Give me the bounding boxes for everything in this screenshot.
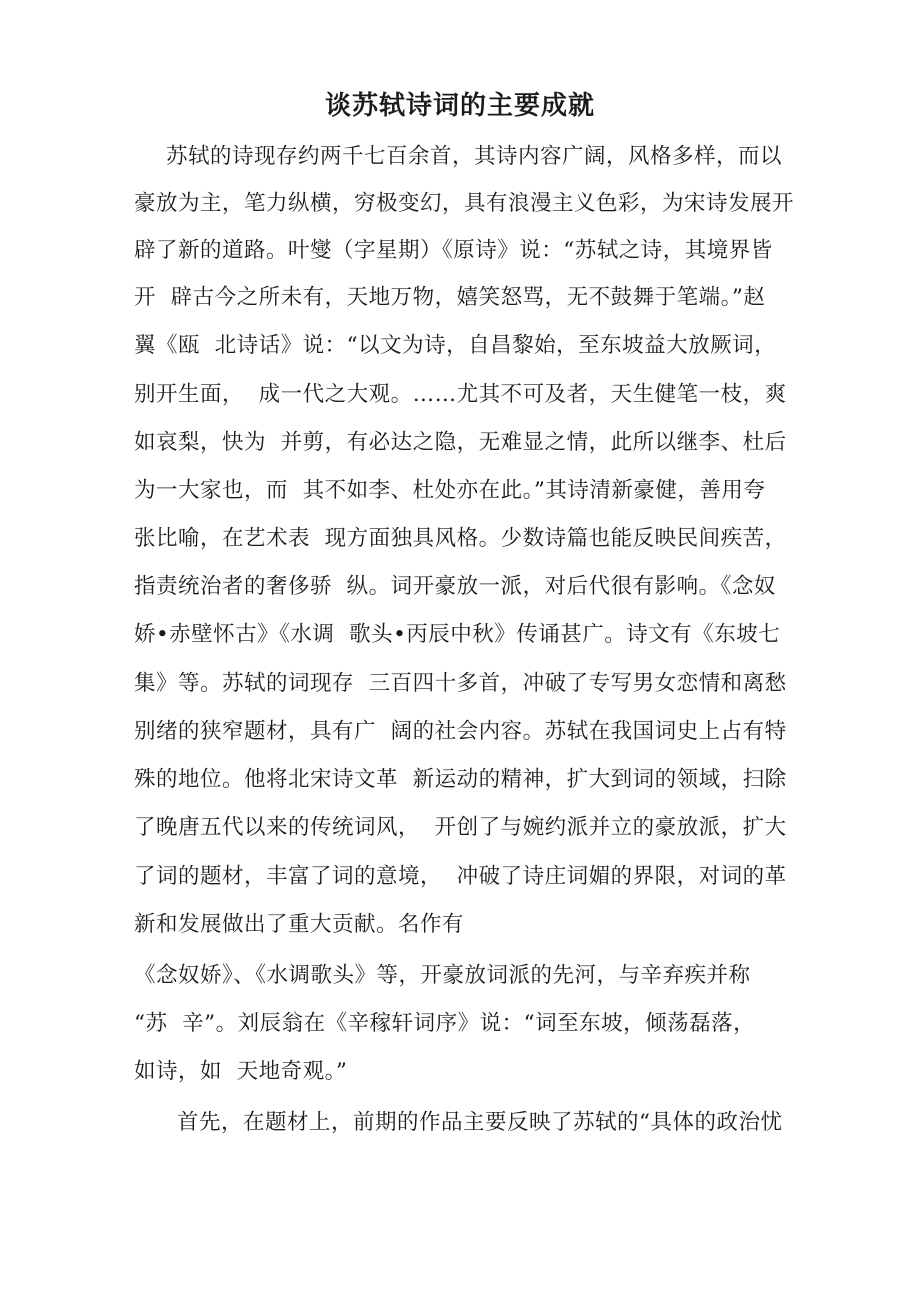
- paragraph-line: 首先，在题材上，前期的作品主要反映了苏轼的“具体的政治忧: [177, 1110, 783, 1135]
- paragraph-line: 《念奴娇》、《水调歌头》等，开豪放词派的先河，与辛弃疾并称: [134, 963, 751, 988]
- paragraph-line: 为一大家也，而 其不如李、杜处亦在此。”其诗清新豪健，善用夸: [134, 478, 766, 503]
- paragraph-line: 翼《瓯 北诗话》说：“以文为诗，自昌黎始，至东坡益大放厥词，: [134, 333, 777, 358]
- paragraph-line: 别开生面， 成一代之大观。……尤其不可及者，天生健笔一枝，爽: [134, 382, 787, 407]
- paragraph-line: 豪放为主，笔力纵横，穷极变幻，具有浪漫主义色彩，为宋诗发展开: [134, 191, 795, 216]
- paragraph-line: 了词的题材，丰富了词的意境， 冲破了诗庄词媚的界限，对词的革: [134, 864, 787, 889]
- paragraph-line: 娇•赤壁怀古》《水调 歌头•丙辰中秋》传诵甚广。诗文有《东坡七: [134, 622, 781, 647]
- paragraph-line: 集》等。苏轼的词现存 三百四十多首，冲破了专写男女恋情和离愁: [134, 671, 787, 696]
- paragraph-line: 如哀梨，快为 并剪，有必达之隐，无难显之情，此所以继李、杜后: [134, 430, 787, 455]
- paragraph-line: 了晚唐五代以来的传统词风， 开创了与婉约派并立的豪放派，扩大: [134, 815, 787, 840]
- paragraph-line: 开 辟古今之所未有，天地万物，嬉笑怒骂，无不鼓舞于笔端。”赵: [134, 285, 766, 310]
- paragraph-line: 苏轼的诗现存约两千七百余首，其诗内容广阔，风格多样，而以: [166, 144, 783, 169]
- paragraph-line: “苏 辛”。刘辰翁在《辛稼轩词序》说：“词至东坡，倾荡磊落，: [134, 1011, 756, 1036]
- paragraph-line: 辟了新的道路。叶燮（字星期）《原诗》说：“苏轼之诗，其境界皆: [134, 238, 773, 263]
- paragraph-line: 殊的地位。他将北宋诗文革 新运动的精神，扩大到词的领域，扫除: [134, 767, 787, 792]
- document-title: 谈苏轼诗词的主要成就: [324, 91, 595, 121]
- paragraph-line: 指责统治者的奢侈骄 纵。词开豪放一派，对后代很有影响。《念奴: [134, 574, 776, 599]
- paragraph-line: 如诗，如 天地奇观。”: [134, 1059, 348, 1084]
- paragraph-line: 新和发展做出了重大贡献。名作有: [134, 912, 465, 937]
- paragraph-line: 张比喻，在艺术表 现方面独具风格。少数诗篇也能反映民间疾苦，: [134, 526, 787, 551]
- paragraph-line: 别绪的狭窄题材，具有广 阔的社会内容。苏轼在我国词史上占有特: [134, 719, 787, 744]
